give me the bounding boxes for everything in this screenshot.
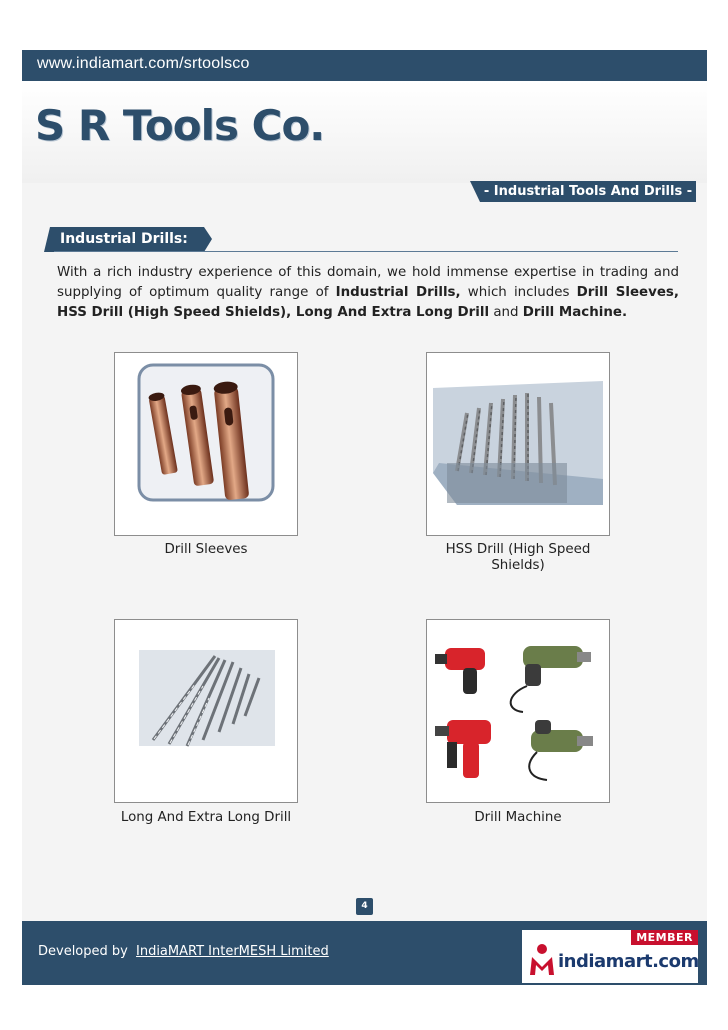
indiamart-logo-text: indiamart.com <box>558 951 699 972</box>
developed-by-label: Developed by <box>38 944 128 959</box>
product-caption-drill-machine[interactable]: Drill Machine <box>474 810 562 825</box>
product-caption-hss-drill[interactable]: HSS Drill (High Speed Shields) <box>445 542 591 573</box>
site-url[interactable]: www.indiamart.com/srtoolsco <box>37 55 250 72</box>
intro-text-2: which includes <box>460 285 577 300</box>
intro-bold-1: Industrial Drills, <box>335 285 461 300</box>
tagline-text: - Industrial Tools And Drills - <box>483 184 693 199</box>
intro-text-3: and <box>489 305 523 320</box>
intro-paragraph <box>57 263 679 323</box>
section-divider <box>54 251 678 252</box>
intro-bold-3: Drill Machine. <box>522 305 628 320</box>
indiamart-logo[interactable] <box>522 930 698 983</box>
product-image-hss-drill[interactable] <box>426 352 610 536</box>
product-image-drill-sleeves[interactable] <box>114 352 298 536</box>
intro-text-1: With a rich industry experience of this domain, we hold immense expertise in trading and supplying of optimum quality range of <box>57 265 679 300</box>
hss-drill-image <box>427 353 609 535</box>
product-image-long-drill[interactable] <box>114 619 298 803</box>
developer-link[interactable]: IndiaMART InterMESH Limited <box>136 944 329 959</box>
drill-sleeves-image <box>115 353 297 535</box>
long-drill-image <box>115 620 297 802</box>
company-name: S R Tools Co. <box>35 101 325 150</box>
footer <box>22 921 707 985</box>
url-bar <box>22 50 707 81</box>
member-badge: MEMBER <box>631 930 698 945</box>
section-title: Industrial Drills: <box>58 227 194 252</box>
tagline-left-edge <box>470 181 480 202</box>
page-number: 4 <box>356 898 373 915</box>
page <box>22 50 707 985</box>
intro-bold-2: Drill Sleeves, HSS Drill (High Speed Shields), Long And Extra Long Drill <box>57 285 679 320</box>
drill-machine-image <box>427 620 609 802</box>
indiamart-m-icon <box>528 943 556 977</box>
developer-credit <box>38 944 329 959</box>
product-image-drill-machine[interactable] <box>426 619 610 803</box>
product-caption-drill-sleeves[interactable]: Drill Sleeves <box>164 542 248 557</box>
tagline-banner <box>480 181 696 202</box>
product-caption-long-drill[interactable]: Long And Extra Long Drill <box>120 810 292 825</box>
company-header <box>22 81 707 183</box>
